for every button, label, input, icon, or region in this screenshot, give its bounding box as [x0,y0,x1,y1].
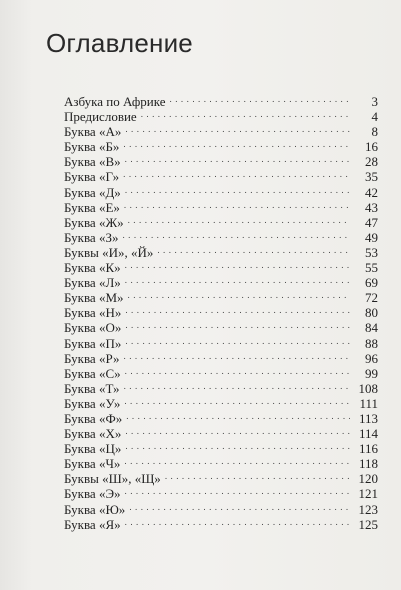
dot-leader [124,453,350,468]
toc-entry-label: Буква «Т» [64,380,120,396]
dot-leader [125,514,350,529]
toc-entry-page: 84 [365,320,378,336]
toc-entry-label: Буква «У» [64,395,121,411]
toc-entry-page: 43 [365,199,378,215]
toc-entry-label: Буква «О» [64,320,122,336]
toc-entry-label: Буква «Е» [64,199,120,215]
toc-entry-label: Буква «Д» [64,184,121,200]
toc-entry-label: Буква «Э» [64,486,121,502]
dot-leader [125,121,350,136]
toc-entry-page: 113 [358,410,378,426]
toc-entry-page: 49 [365,229,378,245]
toc-entry-label: Буква «Н» [64,305,122,321]
page-title: Оглавление [46,28,193,58]
dot-leader [125,182,350,197]
toc-entry [64,272,378,291]
dot-leader [124,393,350,408]
toc-entry [64,317,378,336]
toc-entry-page: 4 [371,109,378,125]
toc-entry-label: Буква «Х» [64,426,122,442]
toc-entry-page: 53 [365,244,378,260]
toc-entry-label: Буква «С» [64,365,121,381]
toc-entry-label: Буквы «Ш», «Щ» [64,471,161,487]
toc-entry-label: Буква «З» [64,229,119,245]
dot-leader [125,483,350,498]
dot-leader [124,197,350,212]
toc-entry-page: 116 [358,441,378,457]
toc-entry-label: Буква «В» [64,154,121,170]
toc-entry-label: Буква «Ф» [64,410,123,426]
toc-entry-page: 16 [365,139,378,155]
toc-entry [64,287,378,306]
toc-entry-label: Предисловие [64,109,137,125]
toc-entry [64,348,378,366]
toc-entry-page: 42 [365,184,378,200]
toc-entry [64,468,378,487]
toc-entry-label: Буква «П» [64,335,122,351]
toc-entry-page: 118 [358,456,378,472]
toc-entry [64,333,378,351]
toc-entry [64,136,378,155]
toc-entry-page: 80 [365,305,378,321]
toc-entry [64,378,378,396]
toc-entry-page: 125 [358,516,378,532]
dot-leader [125,151,350,166]
toc-entry-page: 55 [365,260,378,276]
toc-entry-label: Буква «Р» [64,350,120,366]
toc-entry-label: Буква «А» [64,124,122,140]
dot-leader [125,423,350,438]
toc-entry [64,393,378,411]
toc-entry-label: Азбука по Африке [64,94,166,109]
toc-entry-page: 72 [365,290,378,306]
toc-entry-page: 3 [371,94,378,109]
toc-entry [64,212,378,230]
toc-entry-label: Буква «Ж» [64,214,124,230]
toc-entry [64,302,378,321]
toc-entry [64,408,378,426]
dot-leader [141,106,350,121]
dot-leader [125,317,350,332]
toc-entry-page: 121 [358,486,378,502]
toc-entry [64,121,378,140]
toc-entry [64,257,378,276]
toc-entry-page: 28 [365,154,378,170]
toc-entry-label: Буква «Ч» [64,456,121,472]
toc-entry [64,91,378,109]
toc-entry-page: 111 [359,395,378,411]
toc-entry [64,423,378,442]
toc-entry-page: 47 [365,214,378,230]
toc-entry [64,499,378,517]
toc-entry [64,453,378,472]
toc-entry-label: Буква «Л» [64,275,121,291]
dot-leader [125,333,350,348]
toc-entry [64,363,378,381]
toc-entry-label: Буква «Г» [64,169,120,185]
toc-entry-label: Буква «Ц» [64,441,122,457]
toc-entry-page: 99 [365,365,378,381]
toc-entry-label: Буквы «И», «Й» [64,244,154,260]
toc-entry-label: Буква «М» [64,290,124,306]
toc-entry [64,227,378,245]
toc-entry [64,106,378,125]
dot-leader [124,348,351,363]
toc-entry [64,166,378,185]
dot-leader [123,166,350,181]
toc-entry-label: Буква «К» [64,260,121,276]
toc-entry [64,182,378,200]
toc-entry [64,514,378,532]
toc-entry-page: 8 [371,124,378,140]
toc-entry-page: 120 [358,471,378,487]
toc-entry-page: 114 [358,426,378,442]
toc-entry-page: 88 [365,335,378,351]
dot-leader [165,468,350,483]
toc-entry-page: 69 [365,275,378,291]
toc-entry [64,197,378,215]
dot-leader [123,136,350,151]
dot-leader [128,212,350,227]
dot-leader [125,257,350,272]
toc-entry-page: 123 [358,501,378,517]
dot-leader [122,227,350,242]
toc-entry [64,483,378,502]
dot-leader [124,378,350,393]
toc-entry [64,151,378,170]
dot-leader [125,363,350,378]
toc-entry [64,242,378,260]
toc-entry-page: 35 [365,169,378,185]
dot-leader [128,287,350,302]
toc-entry-label: Буква «Ю» [64,501,126,517]
dot-leader [157,242,350,257]
toc-entry [64,438,378,457]
dot-leader [126,408,350,423]
toc-entry-label: Буква «Б» [64,139,120,155]
table-of-contents [64,91,378,532]
dot-leader [125,438,350,453]
dot-leader [125,302,350,317]
toc-entry-page: 96 [365,350,378,366]
toc-entry-page: 108 [358,380,378,396]
dot-leader [170,91,350,106]
dot-leader [125,272,350,287]
toc-entry-label: Буква «Я» [64,516,121,532]
dot-leader [129,499,350,514]
